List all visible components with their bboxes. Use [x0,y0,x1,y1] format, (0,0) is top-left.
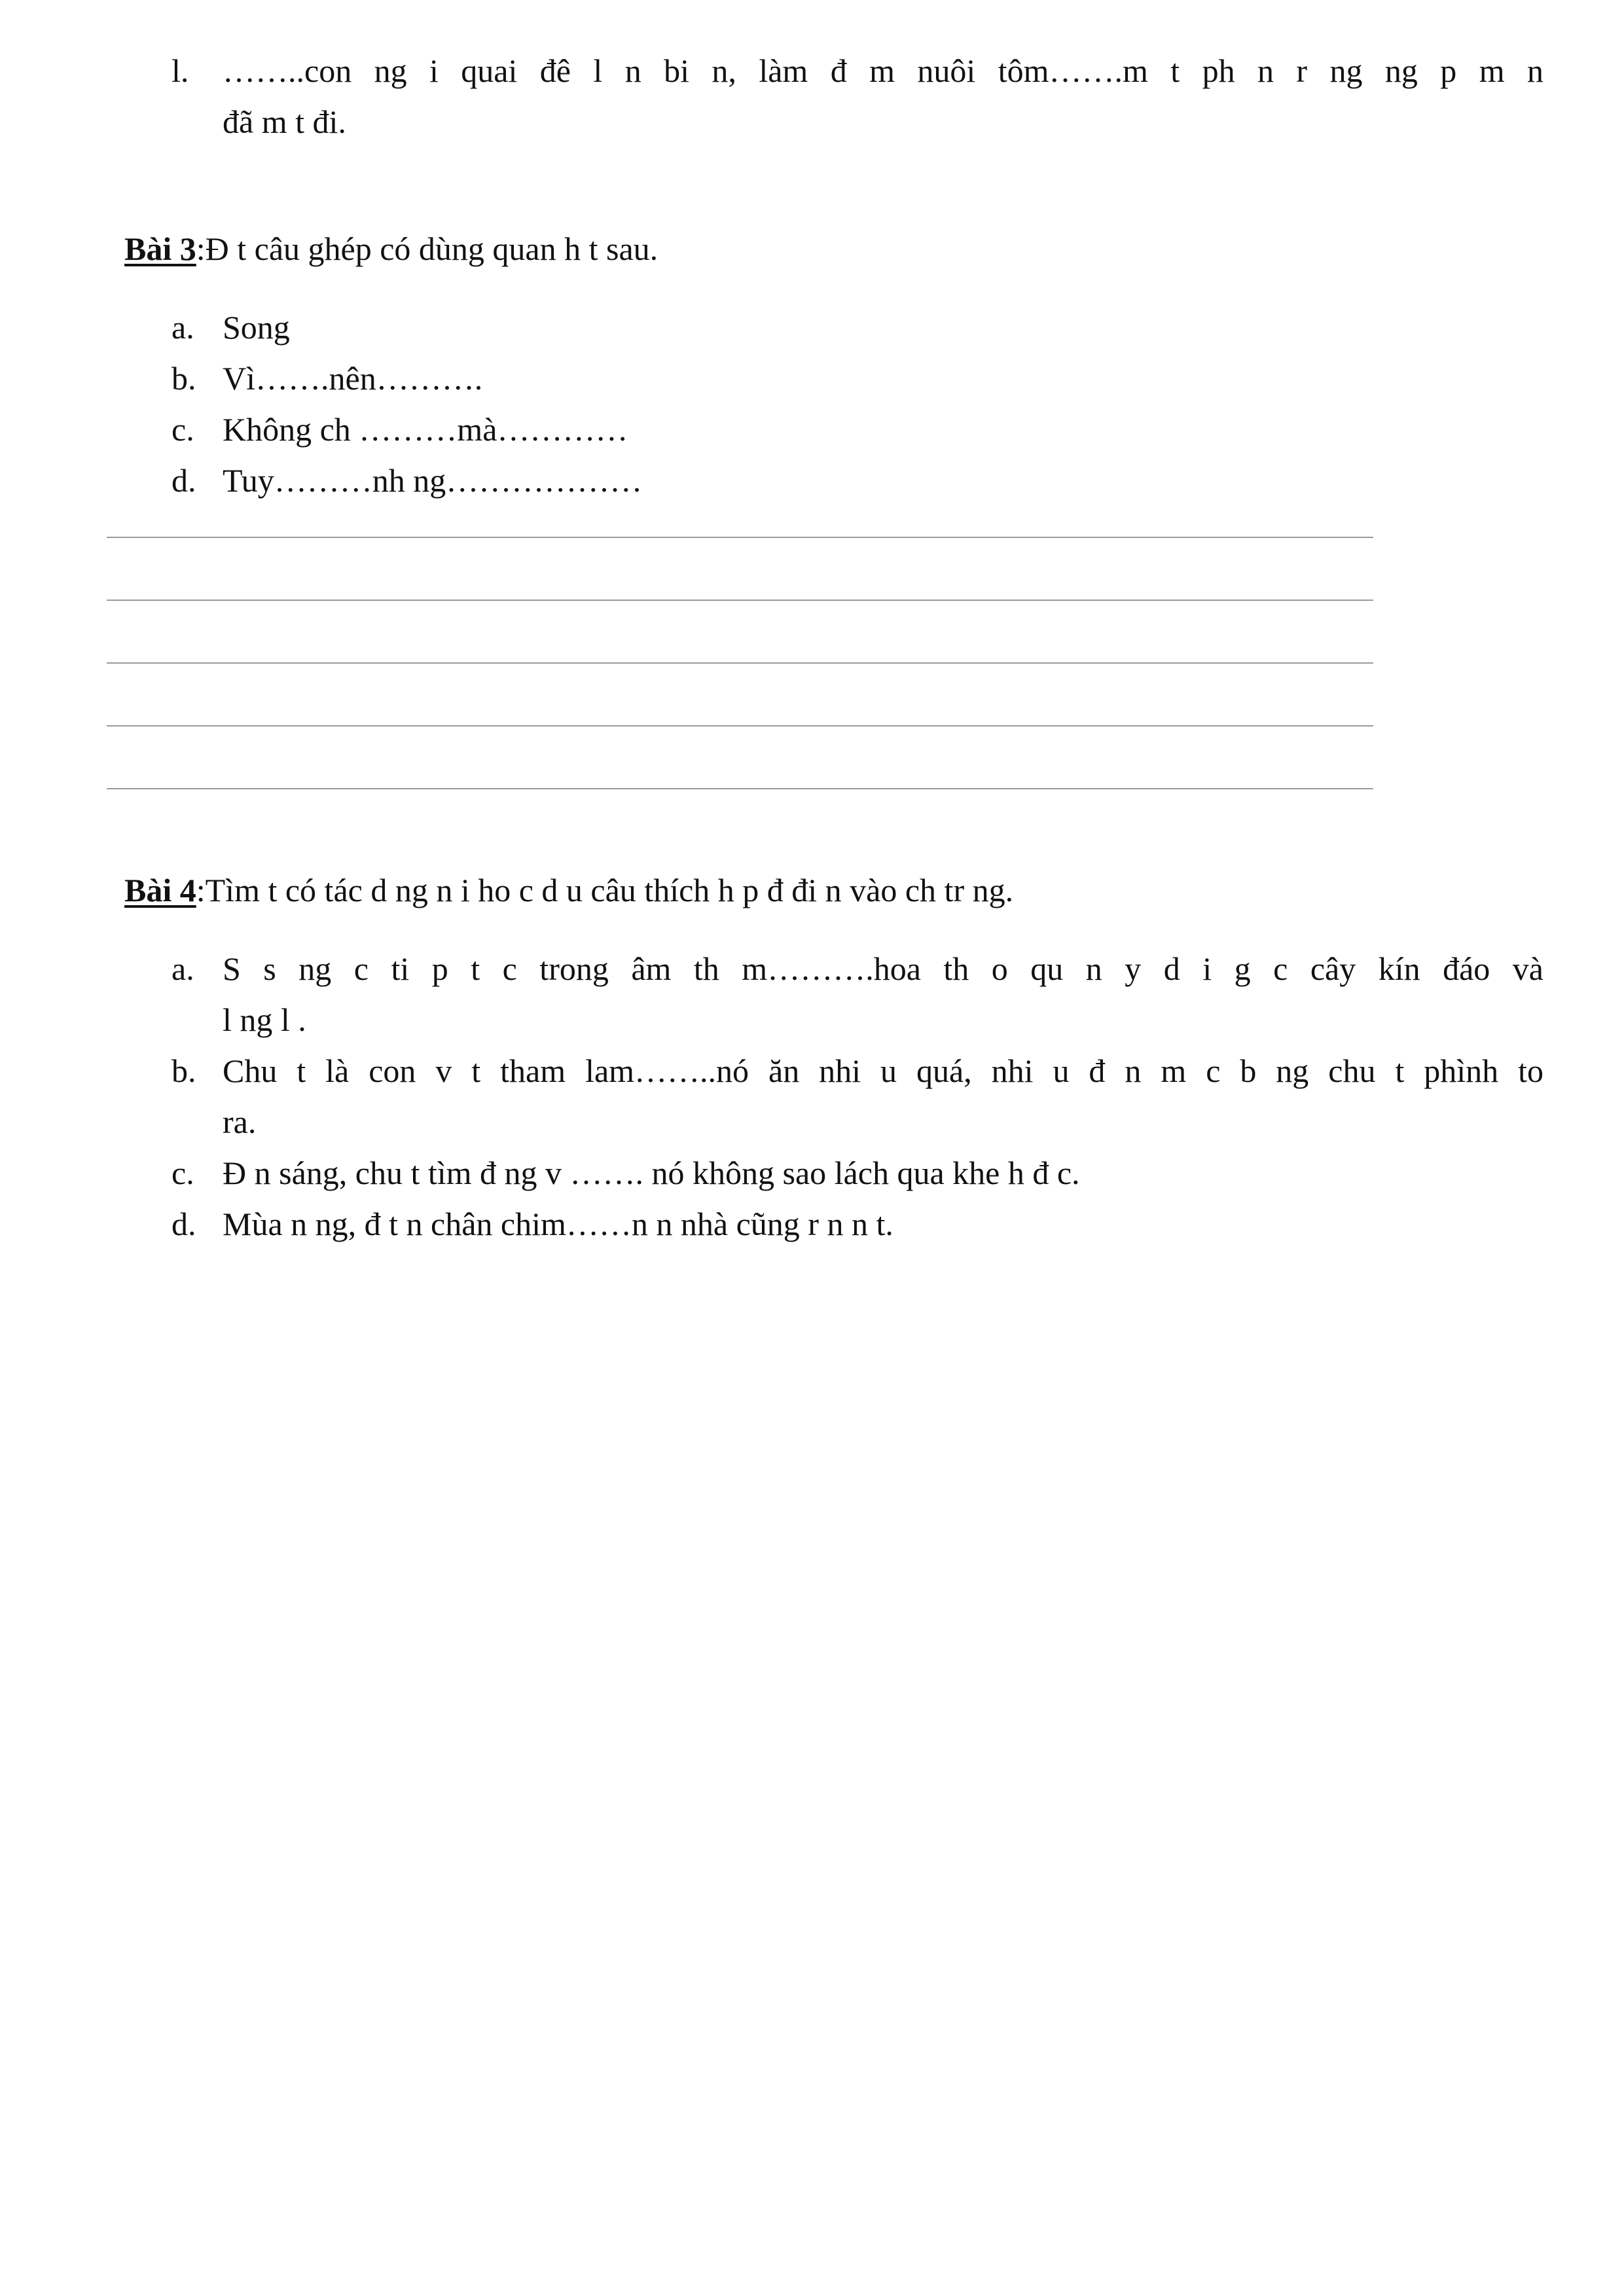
answer-line[interactable] [107,662,1373,664]
answer-line[interactable] [107,537,1373,538]
bai3-title: Bài 3 [124,230,196,267]
bai3-item-b-text: Vì…….nên………. [223,360,483,397]
answer-line[interactable] [107,788,1373,789]
answer-line[interactable] [107,725,1373,726]
bai3-item-a-text: Song [223,309,290,346]
answer-line[interactable] [107,600,1373,601]
bai4-instruction: :Tìm t có tác d ng n i ho c d u câu thích h p đ đi n vào ch tr ng. [196,872,1014,908]
bai4-item-d-marker: d. [171,1206,196,1242]
bai4-item-d-line1: Mùa n ng, đ t n chân chim……n n nhà cũng r n n t. [223,1206,893,1242]
bai4-title: Bài 4 [124,872,196,908]
bai3-item-c-text: Không ch ………mà………… [223,411,628,448]
bai4-heading [124,870,1013,910]
bai4-item-b-line1: Chu t là con v t tham lam……..nó ăn nhi u quá, nhi u đ n m c b ng chu t phình to [223,1052,1543,1089]
bai3-item-c-marker: c. [171,411,194,448]
bai4-item-c-line1: Đ n sáng, chu t tìm đ ng v ……. nó không sao lách qua khe h đ c. [223,1155,1080,1191]
bai3-item-d-marker: d. [171,462,196,499]
bai3-item-d-text: Tuy………nh ng……………… [223,462,643,499]
bai3-item-b-marker: b. [171,360,196,397]
bai4-item-b-line2: ra. [223,1103,257,1140]
bai4-item-c-marker: c. [171,1155,194,1191]
item-l-line2: đã m t đi. [223,103,346,140]
item-l-marker: l. [171,52,189,89]
bai4-item-a-line1: S s ng c ti p t c trong âm th m……….hoa th o qu n y d i g c cây kín đáo và [223,950,1543,987]
bai4-item-b-marker: b. [171,1052,196,1089]
item-l-line1: ……..con ng i quai đê l n bi n, làm đ m nuôi tôm…….m t ph n r ng ng p m n [223,52,1543,89]
bai4-item-a-line2: l ng l . [223,1001,306,1038]
bai3-item-a-marker: a. [171,309,194,346]
bai3-instruction: :Đ t câu ghép có dùng quan h t sau. [196,230,659,267]
bai4-item-a-marker: a. [171,950,194,987]
bai3-heading [124,229,658,268]
